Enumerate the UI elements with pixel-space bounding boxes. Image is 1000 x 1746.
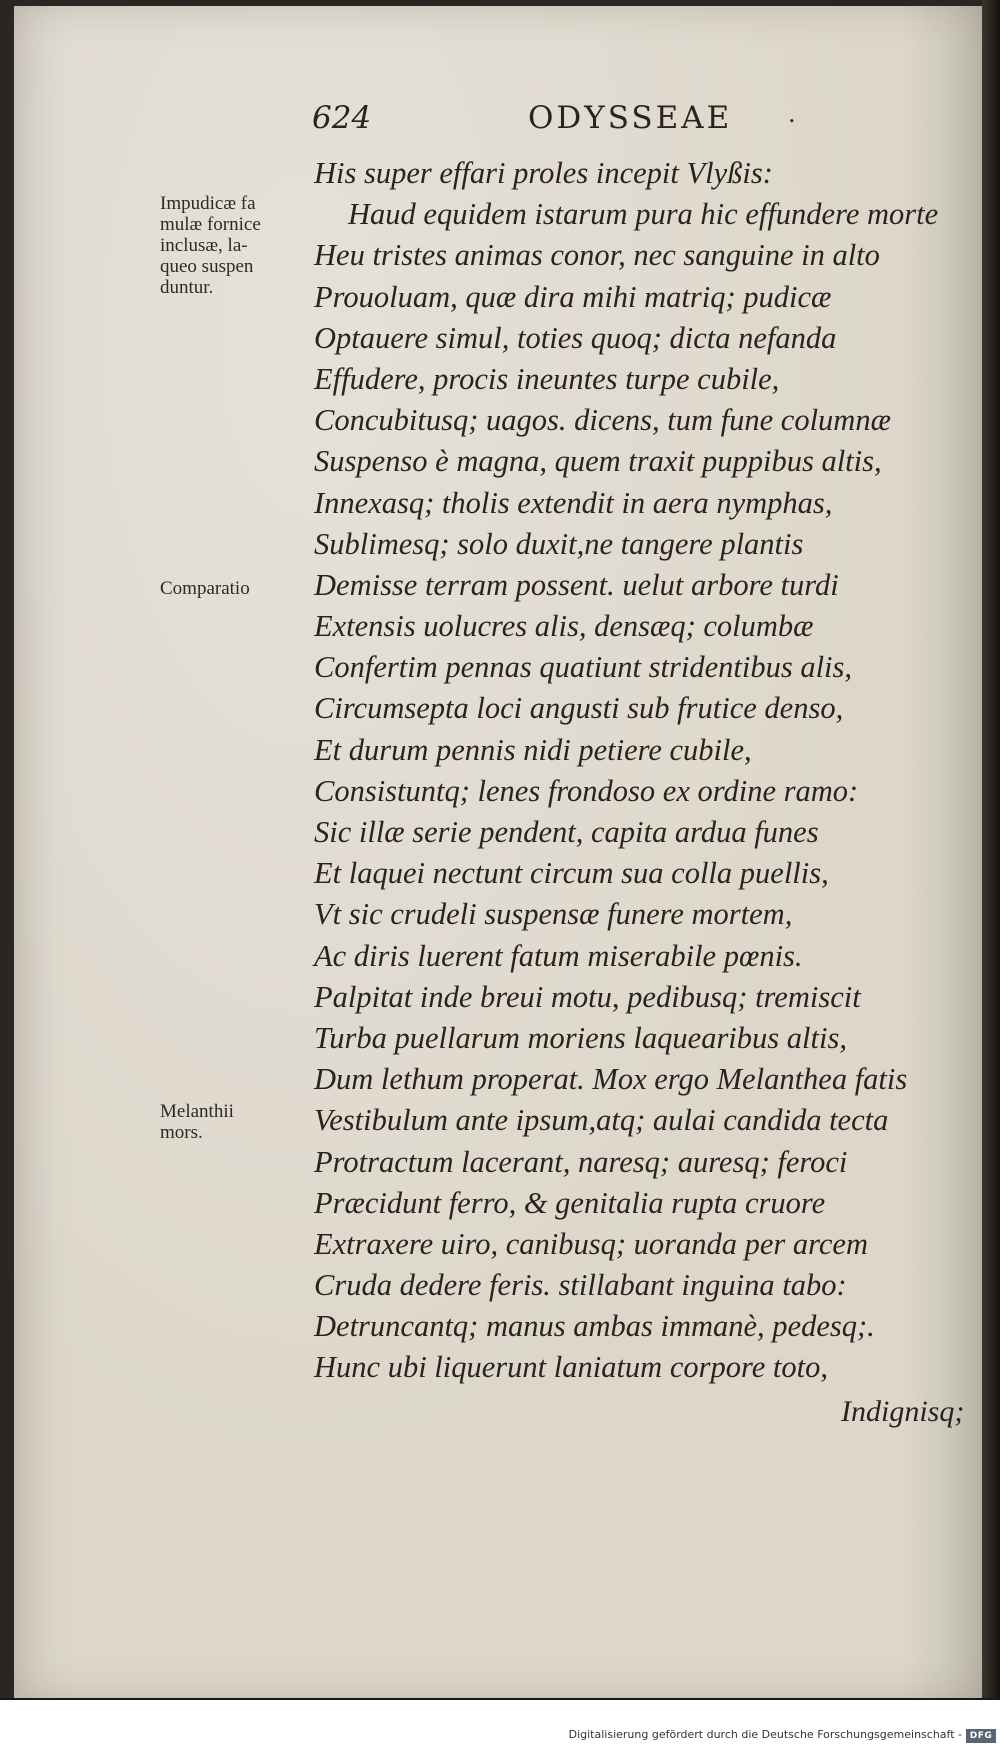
verse-line: His super effari proles incepit Vlyßis: [314,156,773,190]
verse-line: Innexasq; tholis extendit in aera nymphas, [314,485,833,520]
margin-note-line: queo suspen [160,256,254,277]
verse-line: Consistuntq; lenes frondoso ex ordine ramo: [314,773,859,808]
verse-line: Ac diris luerent fatum miserabile pœnis. [314,938,803,973]
verse-line: Circumsepta loci angusti sub frutice denso, [314,691,844,726]
catchword: Indignisq; [841,1395,965,1428]
verse-block [314,153,954,1389]
margin-note-line: Impudicæ fa [160,193,256,214]
verse-line: Vestibulum ante ipsum,atq; aulai candida tecta [314,1103,889,1138]
verse-line: Extraxere uiro, canibusq; uoranda per arcem [314,1226,868,1261]
verse-line: Turba puellarum moriens laquearibus altis, [314,1020,847,1055]
verse-line: Protractum lacerant, naresq; auresq; feroci [314,1144,848,1179]
verse-line: Et durum pennis nidi petiere cubile, [314,732,752,767]
margin-note-comparatio [160,578,308,599]
verse-line: Dum lethum properat. Mox ergo Melanthea fatis [314,1062,908,1097]
verse-line: Cruda dedere feris. stillabant inguina tabo: [314,1268,847,1303]
margin-note-line: Melanthii [160,1101,234,1122]
verse-line: Hunc ubi liquerunt laniatum corpore toto, [314,1350,828,1385]
verse-line: Prouoluam, quæ dira mihi matriq; pudicæ [314,279,832,314]
margin-note-line: Comparatio [160,578,250,599]
margin-note-line: mulæ fornice [160,214,261,235]
verse-line: Palpitat inde breui motu, pedibusq; tremiscit [314,979,861,1014]
running-title: ODYSSEAE [528,100,733,136]
margin-note-line: mors. [160,1122,203,1143]
scan-bottom-edge [0,1698,1000,1700]
margin-note-melanthii [160,1101,308,1143]
digitization-footer [0,1728,1000,1746]
verse-line: Haud equidem istarum pura hic effundere morte [348,197,939,232]
page-number: 624 [312,100,372,136]
margin-note-line: inclusæ, la- [160,235,248,256]
verse-line: Suspenso è magna, quem traxit puppibus altis, [314,444,882,479]
funding-credit: Digitalisierung gefördert durch die Deutsche Forschungsgemeinschaft - [568,1728,962,1741]
verse-line: Præcidunt ferro, & genitalia rupta cruore [314,1185,826,1220]
verse-line: Et laquei nectunt circum sua colla puellis, [314,856,829,891]
verse-line: Heu tristes animas conor, nec sanguine in alto [314,238,880,273]
verse-line: Optauere simul, toties quoq; dicta nefanda [314,320,837,355]
verse-line: Effudere, procis ineuntes turpe cubile, [314,361,780,396]
verse-line: Demisse terram possent. uelut arbore turdi [314,567,839,602]
verse-line: Vt sic crudeli suspensæ funere mortem, [314,897,793,932]
verse-line: Extensis uolucres alis, densæq; columbæ [314,609,814,644]
verse-line: Sublimesq; solo duxit,ne tangere plantis [314,526,804,561]
page-header [0,100,1000,144]
verse-line: Concubitusq; uagos. dicens, tum fune columnæ [314,403,891,438]
verse-line: Confertim pennas quatiunt stridentibus alis, [314,650,853,685]
book-spine [982,0,1000,1700]
header-mark: . [788,100,796,128]
dfg-logo: DFG [966,1729,996,1743]
margin-note-line: duntur. [160,277,214,298]
verse-line: Sic illæ serie pendent, capita ardua funes [314,815,819,849]
verse-line: Detruncantq; manus ambas immanè, pedesq;. [314,1309,875,1344]
margin-note-impudicae [160,193,308,298]
